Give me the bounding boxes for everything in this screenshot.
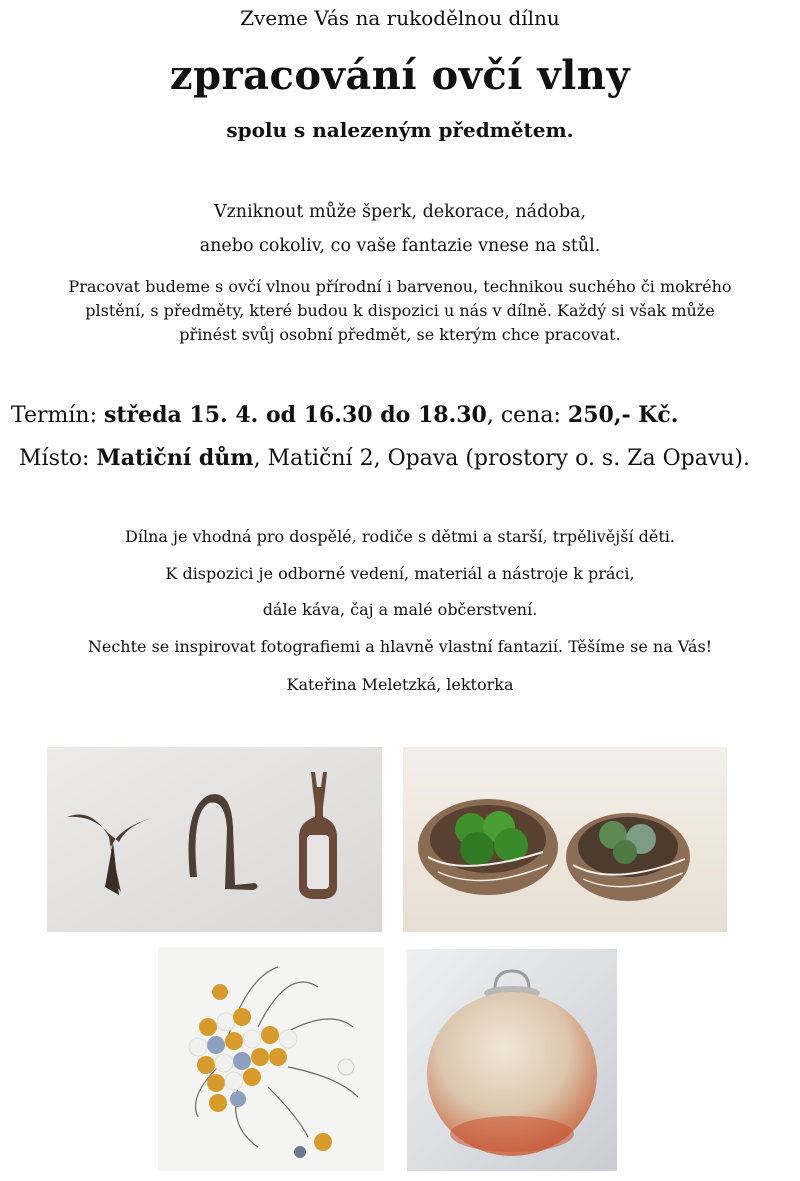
term-line <box>11 402 800 428</box>
signature-line: Kateřina Meletzká, lektorka <box>286 675 514 694</box>
page-title: zpracování ovčí vlny <box>169 52 631 99</box>
place-rest: , Matiční 2, Opava (prostory o. s. Za Opavu). <box>253 446 751 471</box>
place-label: Místo: <box>19 446 90 471</box>
intro-para-line-2: plstění, s předměty, které budou k dispozici u nás v dílně. Každý si však může <box>85 301 715 320</box>
place-line <box>19 445 800 471</box>
details-line-2: K dispozici je odborné vedení, materiál a nástroje k práci, <box>165 564 635 583</box>
subtitle: spolu s nalezeným předmětem. <box>226 118 574 142</box>
intro-line-1: Vzniknout může šperk, dekorace, nádoba, <box>213 202 587 222</box>
intro-line-2: anebo cokoliv, co vaše fantazie vnese na stůl. <box>199 236 601 256</box>
felt-vessel-photo <box>407 949 617 1171</box>
term-label: Termín: <box>11 403 97 428</box>
felt-balls-jewel-photo <box>158 947 384 1171</box>
found-objects-photo <box>47 747 382 932</box>
price-value: 250,- Kč. <box>567 402 679 428</box>
intro-para-line-3: přinést svůj osobní předmět, se kterým chce pracovat. <box>179 325 621 344</box>
details-line-3: dále káva, čaj a malé občerstvení. <box>262 600 538 619</box>
price-label: , cena: <box>486 403 561 428</box>
term-value: středa 15. 4. od 16.30 do 18.30 <box>103 402 487 428</box>
place-value: Matiční dům <box>96 445 254 471</box>
details-line-4: Nechte se inspirovat fotografiemi a hlavně vlastní fantazií. Těšíme se na Vás! <box>87 637 713 656</box>
felt-bowls-photo <box>403 747 727 932</box>
invite-line: Zveme Vás na rukodělnou dílnu <box>240 6 560 30</box>
intro-para-line-1: Pracovat budeme s ovčí vlnou přírodní i barvenou, technikou suchého či mokrého <box>68 277 732 296</box>
details-line-1: Dílna je vhodná pro dospělé, rodiče s dětmi a starší, trpělivější děti. <box>125 527 675 546</box>
